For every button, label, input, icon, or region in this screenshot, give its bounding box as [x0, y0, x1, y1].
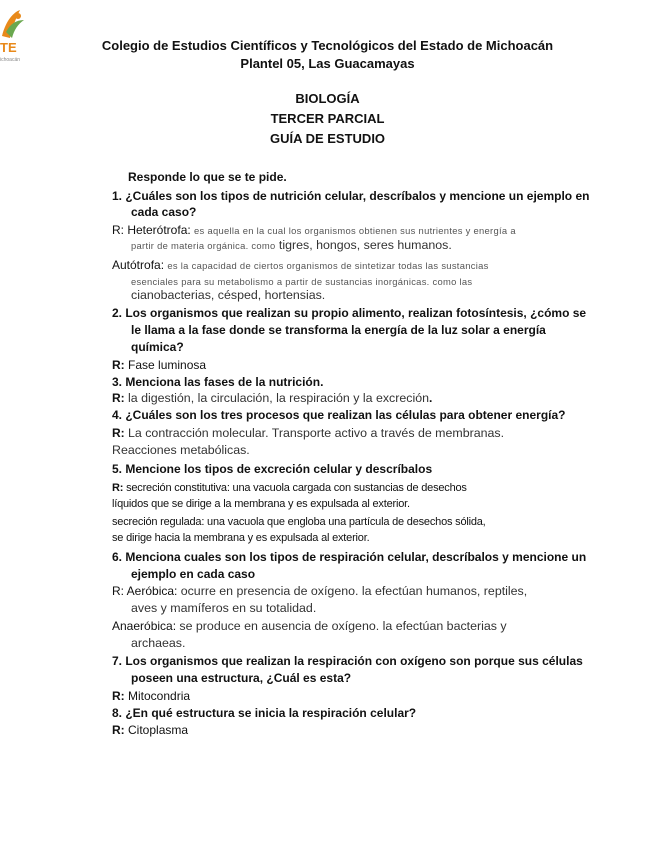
answer-6-aerobica-cont: aves y mamíferos en su totalidad.	[131, 601, 317, 615]
answer-5-cont: líquidos que se dirige a la membrana y es expulsada al exterior.	[112, 498, 410, 510]
term-title: TERCER PARCIAL	[270, 111, 385, 126]
guide-title: GUÍA DE ESTUDIO	[269, 131, 386, 146]
answer-6-anaerobica-cont: archaeas.	[131, 636, 186, 650]
subject-title: BIOLOGÍA	[295, 91, 360, 106]
answer-3: R: la digestión, la circulación, la respiración y la excreción.	[112, 391, 433, 405]
answer-7: R: Mitocondria	[112, 689, 191, 703]
question-5: 5. Mencione los tipos de excreción celular y descríbalos	[112, 462, 433, 476]
question-1: 1. ¿Cuáles son los tipos de nutrición celular, descríbalos y mencione un ejemplo en	[112, 189, 590, 203]
logo-subtitle: ichoacán	[0, 57, 21, 63]
question-7-cont: poseen una estructura, ¿Cuál es esta?	[131, 671, 352, 685]
answer-5: R: secreción constitutiva: una vacuola cargada con sustancias de desechos	[112, 482, 467, 494]
question-2-cont2: química?	[131, 340, 184, 354]
answer-2: R: Fase luminosa	[112, 358, 207, 372]
question-2-cont: le llama a la fase donde se transforma la energía de la luz solar a energía	[131, 323, 546, 337]
answer-6-aerobica: R: Aeróbica: ocurre en presencia de oxígeno. la efectúan humanos, reptiles,	[112, 584, 528, 598]
answer-1-heterotrofa-cont: partir de materia orgánica. como tigres, hongos, seres humanos.	[131, 238, 452, 252]
logo-letters: TE	[0, 40, 17, 55]
campus-name: Plantel 05, Las Guacamayas	[240, 56, 415, 71]
question-2: 2. Los organismos que realizan su propio alimento, realizan fotosíntesis, ¿cómo se	[112, 306, 587, 320]
question-6: 6. Menciona cuales son los tipos de respiración celular, descríbalos y mencione un	[112, 550, 587, 564]
question-3: 3. Menciona las fases de la nutrición.	[112, 375, 324, 389]
answer-6-anaerobica: Anaeróbica: se produce en ausencia de oxígeno. la efectúan bacterias y	[112, 619, 507, 633]
school-name: Colegio de Estudios Científicos y Tecnológicos del Estado de Michoacán	[101, 38, 554, 53]
answer-1-autotrofa-cont: esenciales para su metabolismo a partir de sustancias inorgánicas. como las	[131, 276, 473, 287]
question-6-cont: ejemplo en cada caso	[131, 567, 256, 581]
answer-4-cont: Reacciones metabólicas.	[112, 443, 250, 457]
answer-4: R: La contracción molecular. Transporte activo a través de membranas.	[112, 426, 505, 440]
logo-emblem-icon	[0, 6, 28, 42]
answer-5-regulada: secreción regulada: una vacuola que engloba una partícula de desechos sólida,	[112, 516, 486, 528]
question-1-cont: cada caso?	[131, 205, 197, 219]
answer-8: R: Citoplasma	[112, 723, 189, 737]
answer-5-regulada-cont: se dirige hacia la membrana y es expulsada al exterior.	[112, 532, 370, 544]
answer-1-heterotrofa: R: Heterótrofa: es aquella en la cual los organismos obtienen sus nutrientes y energía a	[112, 223, 516, 237]
instruction: Responde lo que se te pide.	[128, 170, 287, 184]
answer-1-autotrofa-examples: cianobacterias, césped, hortensias.	[131, 288, 326, 302]
answer-1-autotrofa: Autótrofa: es la capacidad de ciertos organismos de sintetizar todas las sustancias	[112, 258, 489, 272]
question-8: 8. ¿En qué estructura se inicia la respiración celular?	[112, 706, 417, 720]
question-4: 4. ¿Cuáles son los tres procesos que realizan las células para obtener energía?	[112, 408, 566, 422]
question-7: 7. Los organismos que realizan la respiración con oxígeno son porque sus células	[112, 654, 583, 668]
